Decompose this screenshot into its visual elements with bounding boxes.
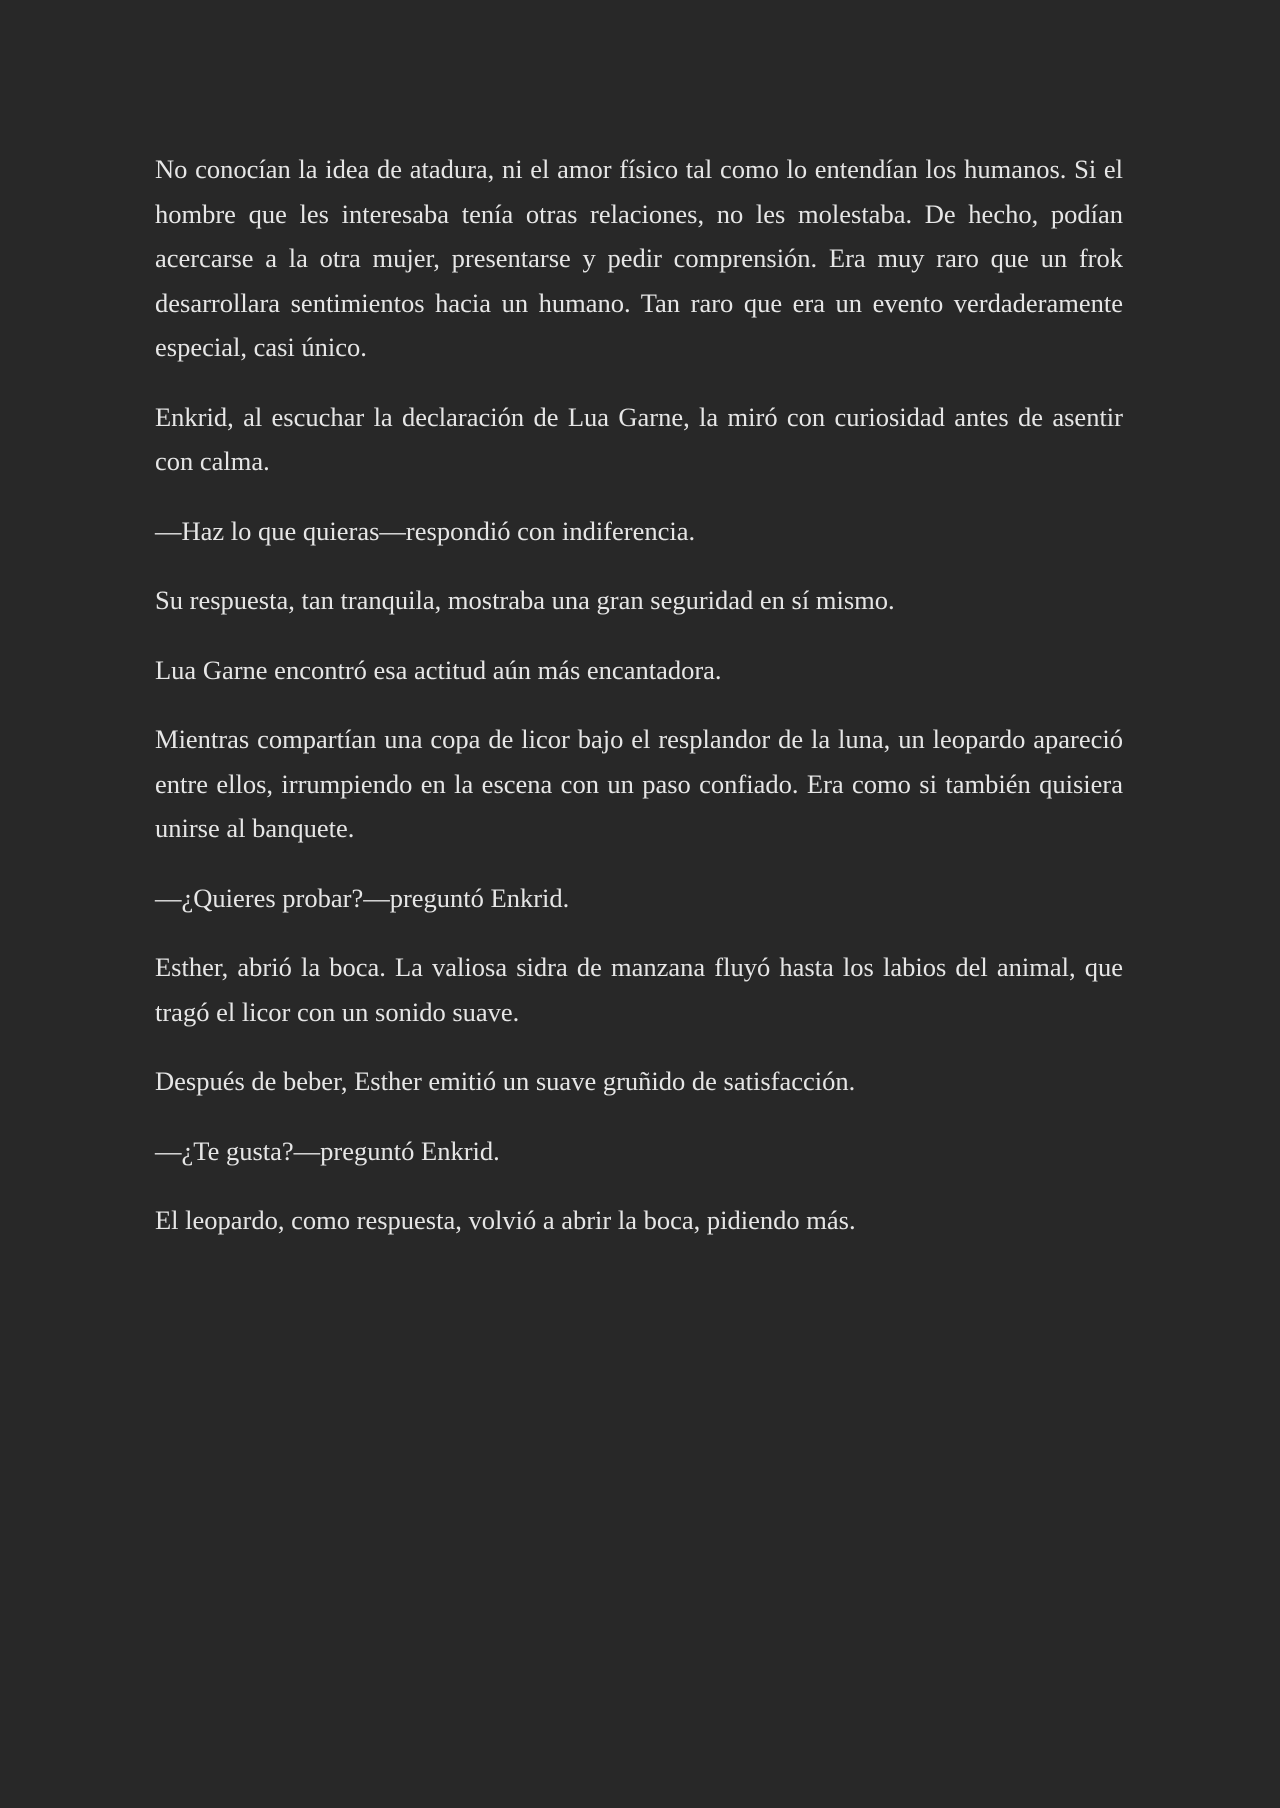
paragraph-7: —¿Quieres probar?—preguntó Enkrid. <box>155 882 570 913</box>
paragraph-4: Su respuesta, tan tranquila, mostraba una gran seguridad en sí mismo. <box>155 585 895 615</box>
paragraph-8: Esther, abrió la boca. La valiosa sidra de manzana fluyó hasta los labios del animal, que tragó el licor con un sonido suave. <box>155 952 1123 1027</box>
reader-page <box>155 147 1123 1268</box>
paragraph-3: —Haz lo que quieras—respondió con indiferencia. <box>155 515 696 546</box>
paragraph-10: —¿Te gusta?—preguntó Enkrid. <box>155 1135 500 1166</box>
paragraph-9: Después de beber, Esther emitió un suave gruñido de satisfacción. <box>155 1066 856 1096</box>
paragraph-5: Lua Garne encontró esa actitud aún más encantadora. <box>155 654 722 685</box>
paragraph-2: Enkrid, al escuchar la declaración de Lua Garne, la miró con curiosidad antes de asentir con calma. <box>155 401 1123 476</box>
paragraph-6: Mientras compartían una copa de licor bajo el resplandor de la luna, un leopardo apareció entre ellos, irrumpiendo en la escena con un paso confiado. Era como si también quisiera unirse al banquete. <box>155 724 1123 843</box>
paragraph-1: No conocían la idea de atadura, ni el amor físico tal como lo entendían los humanos. Si el hombre que les interesaba tenía otras relaciones, no les molestaba. De hecho, podían acercarse a la otra mujer, presentarse y pedir comprensión. Era muy raro que un frok desarrollara sentimientos hacia un humano. Tan raro que era un evento verdaderamente especial, casi único. <box>155 154 1123 362</box>
paragraph-11: El leopardo, como respuesta, volvió a abrir la boca, pidiendo más. <box>155 1205 856 1235</box>
